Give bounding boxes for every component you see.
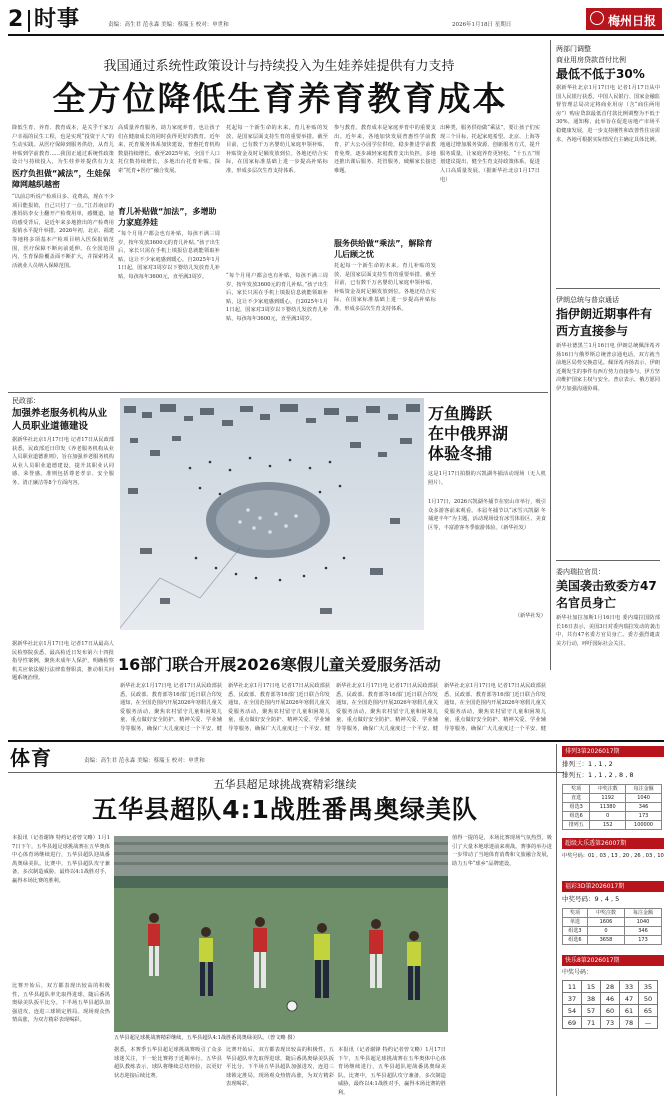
table-cell: 1606 [587, 918, 624, 927]
children-story-col-2: 新华社北京1月17日电 记者17日从民政部获悉，民政部、教育部等16部门近日联合印发通知，在全国范围内开展2026年寒假儿童关爱服务活动，聚焦农村留守儿童和困境儿童，重点做好安全防护、精神关爱、学业辅导等服务，确保广大儿童度过一个平安、健 [228, 683, 330, 732]
grid-cell: 33 [620, 981, 639, 993]
lead-subhead-3: 服务供给做“乘法”，解除育儿后顾之忧 [334, 239, 433, 259]
table-cell: 346 [624, 927, 661, 936]
grid-cell: 78 [620, 1017, 639, 1029]
paper-logo [586, 8, 662, 30]
grid-cell: 69 [563, 1017, 582, 1029]
sports-body-col-1b: 比赛开始后，双方都表现出较高的积极性，五华县超队率先取得进球，随后番禺奥绿美队扳平比分。下半场五华县超队加强进攻，连进三球锁定胜局。现场观众热情高涨，为双方精彩表现喝彩。 [12, 983, 110, 1024]
grid-cell: 61 [620, 1005, 639, 1017]
table-cell: 1040 [626, 794, 662, 803]
children-story-col-4: 新华社北京1月17日电 记者17日从民政部获悉，民政部、教育部等16部门近日联合印发通知，在全国范围内开展2026年寒假儿童关爱服务活动，聚焦农村留守儿童和困境儿童，重点做好安全防护、精神关爱、学业辅导等服务，确保广大儿童度过一个平安、健 [444, 683, 546, 732]
photo-caption: 这是1月17日拍摄的兴凯湖冬捕活动现场（无人机照片）。 [428, 471, 546, 486]
dlt-title: 超级大乐透第26007期 [565, 840, 627, 847]
photo-headline-line-1: 万鱼腾跃 [428, 404, 493, 423]
sports-credits: 责编：高生君 范永森 美编：蔡瑞玉 校对：申世和 [84, 758, 205, 764]
lead-col2-intro: 高质量养育服务，助力家庭养育，也让孩子们在健康成长的同时获得更好的教育。近年来，托育服务体系加快建设，普惠托育机构数量持续增长。截至2025年底，全国千人口托位数持续增长，多地出台托育补贴，探索“托育+医疗”融合发展。 [118, 125, 220, 174]
table-header-cell: 奖项 [563, 909, 588, 918]
paper-name: 梅州日报 [608, 14, 657, 28]
children-story-col-1: 新华社北京1月17日电 记者17日从民政部获悉，民政部、教育部等16部门近日联合印发通知，在全国范围内开展2026年寒假儿童关爱服务活动，聚焦农村留守儿童和困境儿童，重点做好安全防护、精神关爱、学业辅导等服务，确保广大儿童度过一个平安、健 [120, 683, 222, 732]
kl8-label: 中奖号码： [562, 969, 593, 976]
table-cell: 排列五 [563, 821, 590, 830]
table-cell: 1192 [590, 794, 626, 803]
left-brief-label: 民政部： [12, 397, 40, 405]
table-cell: 11380 [590, 803, 626, 812]
table-row [563, 936, 662, 945]
brief3-label: 委内瑞拉官员： [556, 568, 605, 576]
brief2-label: 伊朗总统与普京通话 [556, 296, 619, 304]
brief3-headline: 美国袭击致委方47名官员身亡 [556, 579, 657, 610]
p3-title-bar [562, 746, 664, 757]
date-line: 2026年1月18日 星期日 [452, 22, 512, 28]
brief2-headline: 指伊朗近期事件有西方直接参与 [556, 307, 653, 338]
grid-cell: 57 [582, 1005, 601, 1017]
lottery-divider [556, 744, 557, 1096]
sports-body-col-4: 本报讯（记者谢锋 特约记者曾文略）1月17日下午，五华县超足球挑战赛在五华奥体中心体育场继续进行，五华县超队迎战番禺奥绿美队。比赛中，五华县超队攻守兼备，多次制造威胁，最终以4:1战胜对手，赢得本场比赛的胜利。 [338, 1047, 446, 1096]
grid-cell: 28 [601, 981, 620, 993]
credits: 责编：高生君 范永森 美编：蔡瑞玉 校对：申世和 [108, 22, 229, 28]
photo-headline-line-3: 体验冬捕 [428, 444, 493, 463]
table-cell: 173 [626, 812, 662, 821]
children-story-col-3: 新华社北京1月17日电 记者17日从民政部获悉，民政部、教育部等16部门近日联合印发通知，在全国范围内开展2026年寒假儿童关爱服务活动，聚焦农村留守儿童和困境儿童，重点做好安全防护、精神关爱、学业辅导等服务，确保广大儿童度过一个平安、健 [336, 683, 438, 732]
page-number-divider [28, 10, 30, 32]
sports-headline: 五华县超队4:1战胜番禺奥绿美队 [92, 795, 478, 824]
photo-credit: （新华社发） [514, 613, 546, 619]
table-header-cell: 每注金额 [624, 909, 661, 918]
grid-cell: 73 [601, 1017, 620, 1029]
lead-kicker: 我国通过系统性政策设计与持续投入为生娃养娃提供有力支持 [103, 59, 455, 74]
right-col-rule-2 [556, 560, 660, 561]
table-cell: 直选 [563, 794, 590, 803]
grid-cell: 50 [639, 993, 658, 1005]
sports-kicker: 五华县超足球挑战赛精彩继续 [213, 778, 357, 791]
grid-cell: 65 [639, 1005, 658, 1017]
ice-fishing-illustration [120, 398, 424, 630]
lead-col4-b: 托起每一个新生命的未来。育儿补贴的发放，是国家层面支持生育的重要举措。截至目前，已有数千万名婴幼儿家庭申领补贴，补贴资金及时足额发放到位。各地还结合实际，在国家标准基础上进一步提高补贴标准，形成多层次生育支持体系。 [334, 263, 436, 312]
masthead-rule [8, 34, 664, 36]
table-row [563, 821, 662, 830]
grid-cell: 71 [582, 1017, 601, 1029]
fc3d-table-header [563, 909, 662, 918]
lead-col2-body: “每个月用户都会也有补贴，每孩不满三周岁，按年发放3600元的育儿补贴。”孩子出生后，家长只需在手机上填报信息就能领取补贴，这让不少家庭感到暖心。自2025年1月1日起，国家对3周岁以下婴幼儿发放育儿补贴，每孩每年3600元，直至满3周岁。 [118, 231, 220, 280]
table-cell: 0 [587, 927, 624, 936]
brief1-sub: 商业用房贷款首付比例 [556, 56, 626, 64]
fc3d-title: 福彩3D第2026017期 [565, 883, 625, 890]
p3-table-header [563, 785, 662, 794]
right-col-brief-3 [556, 566, 660, 674]
table-header-cell: 中奖注数 [590, 785, 626, 794]
table-row [563, 812, 662, 821]
grid-cell: 60 [601, 1005, 620, 1017]
sports-body-col-3: 比赛开始后，双方都表现出较高的积极性，五华县超队率先取得进球，随后番禺奥绿美队扳平比分。下半场五华县超队加强进攻，连进三球锁定胜局。现场观众热情高涨，为双方精彩表现喝彩。 [226, 1047, 334, 1088]
table-header-cell: 奖项 [563, 785, 590, 794]
photo-headline-line-2: 在中俄界湖 [428, 424, 509, 443]
right-column-divider [550, 40, 551, 670]
left-brief-body: 据新华社北京1月17日电 记者17日从民政部获悉，民政部近日印发《养老服务机构从业人员职业道德准则》，旨在加强养老服务机构从业人员职业道德建设，提升其职业认同感、荣誉感。准则包括尊老孝亲、安全服务、清正廉洁等8个方面内容。 [12, 437, 114, 486]
masthead [8, 6, 664, 36]
sports-head-rule [8, 772, 564, 773]
sports-top-rule [8, 740, 664, 742]
left-briefs [12, 396, 114, 710]
lead-subhead-1: 医疗负担做“减法”，生娃保障网越织越密 [12, 169, 111, 189]
left-brief-headline: 加强养老服务机构从业人员职业道德建设 [12, 408, 108, 432]
table-cell: 组选6 [563, 812, 590, 821]
table-cell: 单选 [563, 918, 588, 927]
grid-row [563, 1017, 658, 1029]
fc3d-numbers: 中奖号码：9 , 4 , 5 [562, 895, 620, 903]
table-row [563, 927, 662, 936]
table-cell: 1040 [624, 918, 661, 927]
sports-body-col-1: 本报讯（记者谢锋 特约记者曾文略）1月17日下午，五华县超足球挑战赛在五华奥体中心体育场继续进行，五华县超队迎战番禺奥绿美队。比赛中，五华县超队攻守兼备，多次制造威胁，最终以4:1战胜对手，赢得本场比赛的胜利。 [12, 835, 110, 884]
lead-subhead-2: 育儿补贴做“加法”，多增助力家庭养娃 [118, 207, 217, 227]
table-cell: 组选3 [563, 803, 590, 812]
grid-cell: 11 [563, 981, 582, 993]
photo-story-text [428, 404, 546, 621]
lottery-panel [562, 746, 664, 1029]
lead-col5: 出种类，服务供给做“乘法”，要让孩子们实现三个目标，托起家庭希望。北京、上海等地通过增加服务资源、创新服务方式，提升服务质量，让家庭养育更轻松。“十五五”规划建议提出，健全生育支持政策体系，促进人口高质量发展。（据新华社北京1月17日电） [440, 125, 540, 183]
brief2-body: 新华社德黑兰1月16日电 伊朗总统佩泽希齐扬16日与俄罗斯总统普京通电话，双方就当前地区局势交换意见。佩泽希齐扬表示，伊朗近期发生的事件有西方势力直接参与，伊方坚决维护国家主权与安全。普京表示，俄方愿同伊方加强沟通协调。 [556, 343, 660, 392]
fc3d-title-bar [562, 881, 664, 892]
right-col-brief-1 [556, 44, 660, 274]
table-cell: 152 [590, 821, 626, 830]
football-photo [114, 836, 448, 1032]
lead-col4: 参与教育。教育成本是家庭养育中的重要支出。近年来，各地加快发展普惠性学前教育，扩大公办园学位供给，稳步推进学前教育免费，逐步减轻家庭教育支出负担。多地还推出课后服务、托管服务，破解家长接送难题。 [334, 125, 436, 174]
table-cell: 组选6 [563, 936, 588, 945]
page-number: 2 [8, 7, 24, 32]
football [287, 1001, 297, 1011]
grid-cell: — [639, 1017, 658, 1029]
lead-col3: 托起每一个新生命的未来。育儿补贴的发放，是国家层面支持生育的重要举措。截至目前，已有数千万名婴幼儿家庭申领补贴，补贴资金及时足额发放到位。各地还结合实际，在国家标准基础上进一步提高补贴标准，形成多层次生育支持体系。 [226, 125, 328, 174]
lead-col1-body: “以前总听说产检项目多、花费高，现在不少项目能报销，自己只付了一点。”江苏南京的准妈妈李女士翻开产检费用单，感慨道。她的感受背后，是近年来多地推出的产检费用报销水平提升举措。2026年初，北京、福建等地将多项基本产检项目纳入医保报销范围，医疗保障不断向前延伸。在全国范围内，生育保险覆盖面不断扩大，并探索将灵活就业人员纳入保障范围。 [12, 194, 114, 269]
grid-row [563, 1005, 658, 1017]
grid-cell: 35 [639, 981, 658, 993]
table-cell: 3658 [587, 936, 624, 945]
dlt-title-bar [562, 838, 664, 849]
fc3d-prize-table [562, 908, 662, 945]
grid-cell: 38 [582, 993, 601, 1005]
table-row [563, 918, 662, 927]
brief1-headline: 最低不低于30% [556, 67, 645, 81]
table-row [563, 794, 662, 803]
dlt-numbers: 中奖号码：01 , 03 , 13 , 20 , 26 , 03 , 10 [562, 853, 664, 859]
p3-numbers: 排列三：1 , 1 , 2 [562, 760, 613, 768]
p5-numbers: 排列五：1 , 1 , 2 , 8 , 8 [562, 771, 634, 779]
table-row [563, 803, 662, 812]
football-photo-caption: 五华县超足球挑战赛精彩继续，五华县超队4:1战胜番禺奥绿美队。（曾文略 摄） [114, 1035, 298, 1041]
brief1-label: 两部门调整 [556, 45, 591, 53]
grid-row [563, 993, 658, 1005]
lead-col3-b: “每个月用户都会也有补贴，每孩不满三周岁，按年发放3600元的育儿补贴。”孩子出生后，家长只需在手机上填报信息就能领取补贴，这让不少家庭感到暖心。自2025年1月1日起，国家对3周岁以下婴幼儿发放育儿补贴，每孩每年3600元，直至满3周岁。 [226, 273, 328, 322]
paper-logo-mark [590, 11, 604, 25]
p3-title: 排列3第2026017期 [565, 748, 620, 755]
grid-cell: 47 [620, 993, 639, 1005]
kl8-number-grid [562, 980, 658, 1029]
grid-cell: 15 [582, 981, 601, 993]
table-header-cell: 中奖注数 [587, 909, 624, 918]
sports-body-col-2: 据悉，本赛季五华县超足球挑战赛吸引了众多球迷关注，下一轮比赛将于近期举行。五华县超队教练表示，球队将继续总结经验，以更好状态迎接后续比赛。 [114, 1047, 222, 1079]
football-match-illustration [114, 836, 448, 1032]
table-cell: 100000 [626, 821, 662, 830]
children-story-headline: 16部门联合开展2026寒假儿童关爱服务活动 [118, 655, 441, 674]
left-brief-body-2: 据新华社北京1月17日电 记者17日从最高人民检察院获悉，最高检近日发布第六十四批指导性案例，聚焦未成年人保护，明确检察机关应依法履行法律监督职责，推动相关问题系统治理。 [12, 641, 114, 682]
p3-prize-table [562, 784, 662, 830]
table-header-cell: 每注金额 [626, 785, 662, 794]
table-cell: 0 [590, 812, 626, 821]
grid-cell: 46 [601, 993, 620, 1005]
kl8-title-bar [562, 955, 664, 966]
table-cell: 组选3 [563, 927, 588, 936]
ice-fishing-photo [120, 398, 424, 630]
right-col-brief-2 [556, 294, 660, 552]
section-title: 时事 [34, 7, 81, 32]
lead-headline: 全方位降低生育养育教育成本 [52, 79, 508, 118]
table-cell: 173 [624, 936, 661, 945]
lead-col1-intro: 降低生育、养育、教育成本，是关乎千家万户幸福的民生工程，也是实现“投资于人”的生动实践。从医疗保障到服务供给，从育儿补贴到学前教育……我国正通过系统性政策设计与持续投入，为生娃养娃提供有力支 [12, 125, 114, 166]
kl8-title: 快乐8第2026017期 [565, 957, 620, 964]
grid-row [563, 981, 658, 993]
sports-body-col-5: 值得一提的是，本场比赛现场气氛热烈，吸引了大量本地球迷前来观战。赛事的举办进一步带动了当地体育消费和文旅融合发展，助力五华“球乡”品牌建设。 [452, 835, 552, 867]
left-briefs-rule [8, 392, 548, 393]
grid-cell: 37 [563, 993, 582, 1005]
right-col-rule-1 [556, 288, 660, 289]
brief3-body: 新华社加拉加斯1月16日电 委内瑞拉国防部长16日表示，美国3日对委内瑞拉发动的袭击中，共有47名委方官员身亡。委方强烈谴责美方行动，呼吁国际社会关注。 [556, 615, 660, 647]
sports-section-title: 体育 [10, 746, 52, 770]
brief1-body: 据新华社北京1月17日电 记者1月17日从中国人民银行获悉，中国人民银行、国家金融监督管理总局决定将商业用房（含“商住两用房”）购房贷款最低首付款比例调整为不低于30%。通知称，此举旨在促进房地产市场平稳健康发展，进一步支持刚性和改善性住房需求，各地可根据实际情况自主确定具体比例。 [556, 85, 660, 143]
grid-cell: 54 [563, 1005, 582, 1017]
table-cell: 346 [626, 803, 662, 812]
photo-story-body: 1月17日，2026兴凯湖冬捕节在密山市举行，吸引众多游客前来观看。本届冬捕节以“冰雪兴凯湖 冬捕迎丰年”为主题，活动现场设有冰雪体验区、美食区等，丰富游客冬季旅游体验。（新华社发） [428, 499, 546, 531]
